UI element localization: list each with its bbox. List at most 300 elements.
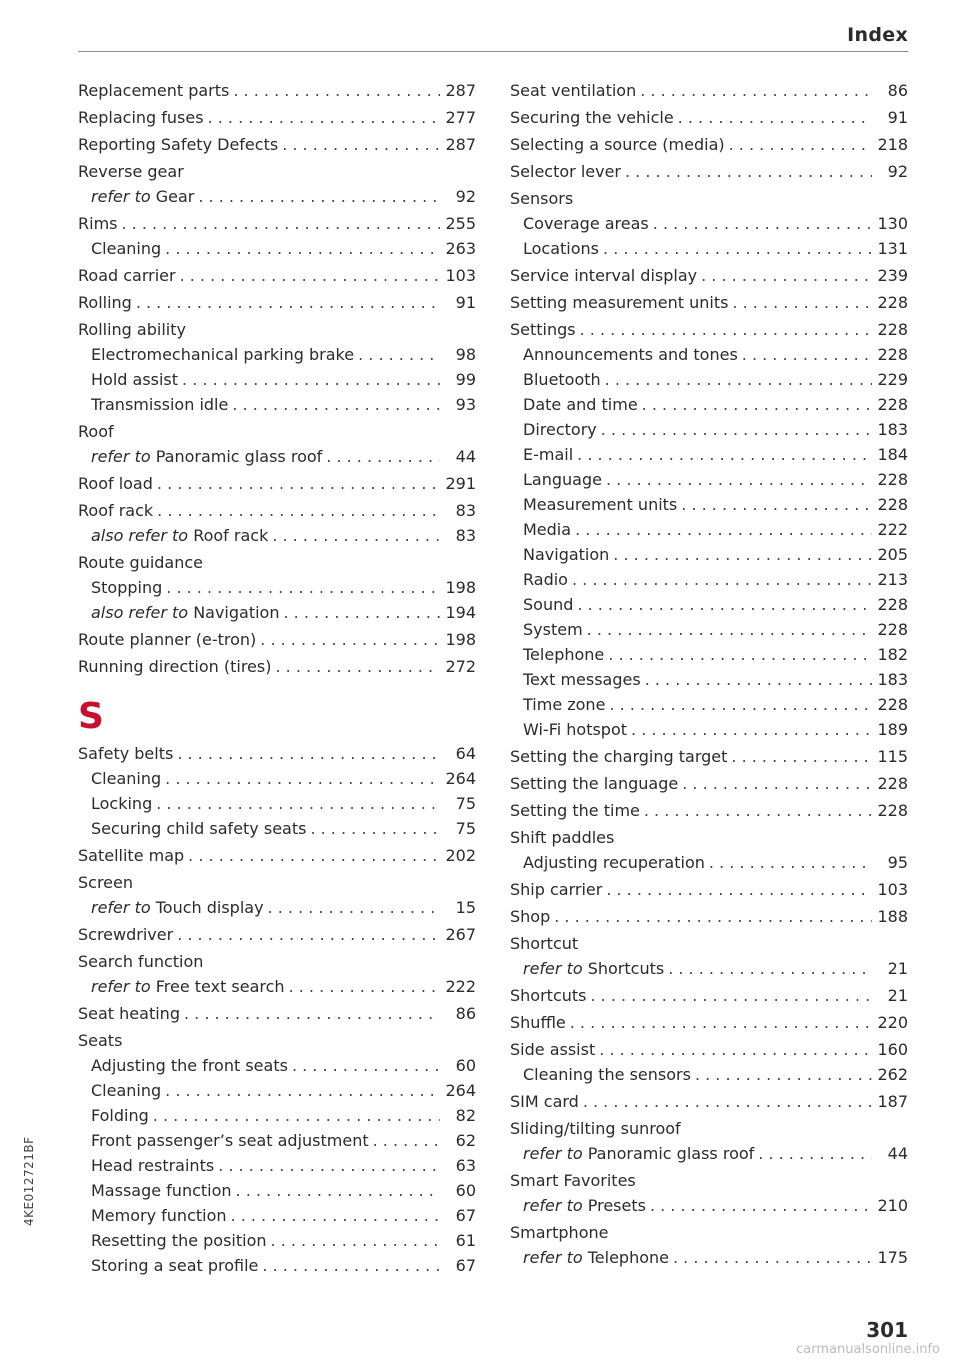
entry-page-number: 60 <box>455 1056 476 1075</box>
index-entry <box>510 1168 908 1193</box>
entry-text: Front passenger’s seat adjustment <box>91 1131 369 1150</box>
leader-dots <box>625 159 872 184</box>
entry-label <box>78 843 184 868</box>
entry-page-number: 228 <box>877 801 908 820</box>
index-subentry <box>510 717 908 742</box>
leader-dots <box>640 78 872 103</box>
index-subentry <box>510 467 908 492</box>
index-subentry <box>78 766 476 791</box>
entry-label <box>510 78 636 103</box>
entry-text: Rolling <box>78 293 132 312</box>
leader-dots <box>709 850 872 875</box>
index-entry <box>510 290 908 315</box>
leader-dots <box>236 1178 440 1203</box>
entry-text: Roof <box>78 422 114 441</box>
entry-label <box>91 1103 149 1128</box>
index-subentry <box>510 567 908 592</box>
entry-text: Wi-Fi hotspot <box>523 720 628 739</box>
entry-page-number: 272 <box>445 657 476 676</box>
index-subentry <box>510 342 908 367</box>
entry-page-number: 93 <box>455 395 476 414</box>
index-entry <box>510 1220 908 1245</box>
entry-label <box>510 825 614 850</box>
index-subentry <box>78 1103 476 1128</box>
entry-page-number: 115 <box>877 747 908 766</box>
leader-dots <box>231 1203 440 1228</box>
index-entry <box>78 211 476 236</box>
entry-text: Replacing fuses <box>78 108 204 127</box>
entry-page-number: 91 <box>455 293 476 312</box>
index-entry <box>78 290 476 315</box>
entry-page-number: 103 <box>877 880 908 899</box>
index-entry <box>78 78 476 103</box>
index-entry <box>510 1037 908 1062</box>
index-subentry <box>510 392 908 417</box>
header-divider <box>78 51 908 52</box>
entry-page-number: 175 <box>877 1248 908 1267</box>
leader-dots <box>218 1153 440 1178</box>
entry-reference-prefix: refer to <box>523 1248 583 1267</box>
entry-text: Selector lever <box>510 162 621 181</box>
index-subentry <box>510 492 908 517</box>
index-subentry <box>78 236 476 261</box>
entry-text: Running direction (tires) <box>78 657 272 676</box>
entry-text: Seat ventilation <box>510 81 637 100</box>
entry-page-number: 188 <box>877 907 908 926</box>
entry-reference-prefix: refer to <box>91 898 151 917</box>
entry-label <box>523 1141 754 1166</box>
leader-dots <box>608 642 872 667</box>
entry-page-number: 264 <box>445 769 476 788</box>
index-subentry <box>510 1193 908 1218</box>
leader-dots <box>271 1228 440 1253</box>
entry-page-number: 220 <box>877 1013 908 1032</box>
entry-page-number: 98 <box>455 345 476 364</box>
entry-reference-prefix: also refer to <box>91 603 189 622</box>
index-entry <box>510 105 908 130</box>
entry-label <box>523 342 738 367</box>
index-entry <box>78 1001 476 1026</box>
leader-dots <box>606 467 872 492</box>
entry-text: Smart Favorites <box>510 1171 636 1190</box>
entry-text: Bluetooth <box>523 370 601 389</box>
entry-text: Screen <box>78 873 134 892</box>
entry-text: Gear <box>155 187 195 206</box>
entry-page-number: 189 <box>877 720 908 739</box>
entry-page-number: 83 <box>455 501 476 520</box>
entry-label <box>91 1228 267 1253</box>
entry-text: Reverse gear <box>78 162 184 181</box>
entry-label <box>523 492 677 517</box>
index-entry <box>78 263 476 288</box>
entry-text: Measurement units <box>523 495 678 514</box>
entry-text: Rims <box>78 214 118 233</box>
entry-label <box>523 417 597 442</box>
entry-reference-prefix: refer to <box>91 187 151 206</box>
index-entry <box>510 1010 908 1035</box>
entry-text: Shuffle <box>510 1013 566 1032</box>
entry-text: Securing the vehicle <box>510 108 674 127</box>
entry-page-number: 267 <box>445 925 476 944</box>
leader-dots <box>570 1010 872 1035</box>
entry-label <box>78 1028 122 1053</box>
entry-page-number: 91 <box>887 108 908 127</box>
entry-page-number: 67 <box>455 1206 476 1225</box>
entry-page-number: 263 <box>445 239 476 258</box>
entry-page-number: 86 <box>887 81 908 100</box>
leader-dots <box>673 1245 872 1270</box>
leader-dots <box>642 392 872 417</box>
entry-text: Telephone <box>523 645 605 664</box>
entry-page-number: 182 <box>877 645 908 664</box>
index-subentry <box>510 1245 908 1270</box>
entry-text: Adjusting the front seats <box>91 1056 288 1075</box>
entry-text: Road carrier <box>78 266 176 285</box>
entry-label <box>510 1089 579 1114</box>
leader-dots <box>177 741 440 766</box>
entry-text: Setting the language <box>510 774 679 793</box>
entry-page-number: 228 <box>877 595 908 614</box>
entry-reference-prefix: also refer to <box>91 526 189 545</box>
entry-page-number: 183 <box>877 420 908 439</box>
entry-label <box>91 444 322 469</box>
entry-label <box>78 627 256 652</box>
entry-label <box>523 717 627 742</box>
entry-text: Navigation <box>523 545 610 564</box>
entry-reference-prefix: refer to <box>91 447 151 466</box>
index-entry <box>78 843 476 868</box>
entry-page-number: 92 <box>887 162 908 181</box>
index-subentry <box>510 542 908 567</box>
index-entry <box>510 132 908 157</box>
entry-page-number: 92 <box>455 187 476 206</box>
entry-label <box>523 211 649 236</box>
entry-page-number: 75 <box>455 794 476 813</box>
index-subentry <box>510 592 908 617</box>
entry-label <box>91 367 178 392</box>
entry-text: Language <box>523 470 602 489</box>
entry-text: Screwdriver <box>78 925 174 944</box>
entry-text: Shortcut <box>510 934 579 953</box>
entry-text: Hold assist <box>91 370 179 389</box>
leader-dots <box>157 471 440 496</box>
index-subentry <box>78 1178 476 1203</box>
index-subentry <box>510 211 908 236</box>
entry-text: Cleaning <box>91 1081 162 1100</box>
entry-label <box>91 974 285 999</box>
entry-label <box>523 642 604 667</box>
entry-label <box>510 186 573 211</box>
entry-label <box>510 105 674 130</box>
index-entry <box>510 798 908 823</box>
document-code: 4KE012721BF <box>22 1136 36 1226</box>
entry-label <box>510 1220 608 1245</box>
entry-page-number: 60 <box>455 1181 476 1200</box>
index-subentry <box>78 392 476 417</box>
index-entry <box>78 105 476 130</box>
entry-text: Cleaning <box>91 239 162 258</box>
entry-page-number: 229 <box>877 370 908 389</box>
leader-dots <box>609 692 872 717</box>
leader-dots <box>644 798 872 823</box>
entry-label <box>78 471 153 496</box>
entry-reference-prefix: refer to <box>523 1144 583 1163</box>
entry-text: Seats <box>78 1031 123 1050</box>
entry-label <box>523 692 605 717</box>
index-subentry <box>510 517 908 542</box>
index-subentry <box>510 617 908 642</box>
entry-label <box>91 392 228 417</box>
entry-page-number: 287 <box>445 81 476 100</box>
entry-page-number: 213 <box>877 570 908 589</box>
entry-reference-prefix: refer to <box>523 959 583 978</box>
entry-label <box>523 442 573 467</box>
leader-dots <box>601 417 872 442</box>
entry-label <box>523 542 609 567</box>
entry-page-number: 44 <box>887 1144 908 1163</box>
index-subentry <box>510 442 908 467</box>
entry-text: Free text search <box>155 977 285 996</box>
entry-page-number: 64 <box>455 744 476 763</box>
leader-dots <box>729 132 872 157</box>
index-subentry <box>510 236 908 261</box>
entry-label <box>510 931 578 956</box>
index-subentry <box>78 184 476 209</box>
index-entry <box>78 627 476 652</box>
entry-label <box>91 600 279 625</box>
entry-text: Locations <box>523 239 600 258</box>
leader-dots <box>310 816 440 841</box>
entry-page-number: 130 <box>877 214 908 233</box>
index-subentry <box>78 342 476 367</box>
section-letter: S <box>78 696 104 737</box>
leader-dots <box>358 342 440 367</box>
leader-dots <box>606 877 872 902</box>
entry-label <box>523 592 573 617</box>
entry-page-number: 202 <box>445 846 476 865</box>
entry-label <box>78 870 133 895</box>
leader-dots <box>572 567 872 592</box>
leader-dots <box>262 1253 440 1278</box>
leader-dots <box>153 1103 440 1128</box>
entry-text: Rolling ability <box>78 320 186 339</box>
entry-reference-prefix: refer to <box>523 1196 583 1215</box>
entry-text: Shift paddles <box>510 828 615 847</box>
entry-label <box>91 342 354 367</box>
leader-dots <box>695 1062 872 1087</box>
entry-page-number: 83 <box>455 526 476 545</box>
leader-dots <box>289 974 440 999</box>
entry-text: Sound <box>523 595 574 614</box>
entry-text: Shortcuts <box>510 986 587 1005</box>
leader-dots <box>678 105 872 130</box>
index-subentry <box>510 956 908 981</box>
entry-page-number: 205 <box>877 545 908 564</box>
entry-text: Side assist <box>510 1040 596 1059</box>
leader-dots <box>182 367 440 392</box>
index-subentry <box>510 667 908 692</box>
leader-dots <box>645 667 872 692</box>
leader-dots <box>272 523 440 548</box>
entry-page-number: 21 <box>887 986 908 1005</box>
leader-dots <box>590 983 872 1008</box>
index-entry <box>78 654 476 679</box>
entry-text: Adjusting recuperation <box>523 853 705 872</box>
entry-page-number: 160 <box>877 1040 908 1059</box>
entry-text: Securing child safety seats <box>91 819 307 838</box>
index-subentry <box>78 895 476 920</box>
entry-label <box>78 132 278 157</box>
leader-dots <box>742 342 872 367</box>
index-entry <box>510 186 908 211</box>
index-entry <box>510 744 908 769</box>
entry-label <box>91 1128 369 1153</box>
entry-text: Locking <box>91 794 153 813</box>
entry-page-number: 228 <box>877 293 908 312</box>
entry-page-number: 228 <box>877 620 908 639</box>
entry-page-number: 184 <box>877 445 908 464</box>
leader-dots <box>577 442 872 467</box>
entry-label <box>523 956 664 981</box>
leader-dots <box>184 1001 440 1026</box>
entry-label <box>523 367 601 392</box>
leader-dots <box>681 492 872 517</box>
entry-text: Roof rack <box>193 526 269 545</box>
entry-label <box>510 771 678 796</box>
entry-page-number: 228 <box>877 320 908 339</box>
leader-dots <box>554 904 872 929</box>
leader-dots <box>583 1089 872 1114</box>
entry-text: Shop <box>510 907 551 926</box>
entry-label <box>510 744 727 769</box>
entry-text: Setting the time <box>510 801 640 820</box>
entry-label <box>78 654 271 679</box>
entry-page-number: 228 <box>877 774 908 793</box>
leader-dots <box>580 317 872 342</box>
entry-page-number: 62 <box>455 1131 476 1150</box>
index-subentry <box>78 367 476 392</box>
entry-label <box>523 392 638 417</box>
index-subentry <box>78 1128 476 1153</box>
entry-text: Text messages <box>523 670 641 689</box>
index-entry <box>78 471 476 496</box>
leader-dots <box>603 236 872 261</box>
index-subentry <box>78 1053 476 1078</box>
entry-page-number: 95 <box>887 853 908 872</box>
entry-text: Selecting a source (media) <box>510 135 725 154</box>
leader-dots <box>156 791 440 816</box>
entry-page-number: 264 <box>445 1081 476 1100</box>
entry-text: Transmission idle <box>91 395 229 414</box>
index-entry <box>510 317 908 342</box>
entry-page-number: 75 <box>455 819 476 838</box>
leader-dots <box>575 517 872 542</box>
entry-page-number: 277 <box>445 108 476 127</box>
watermark: carmanualsonline.info <box>796 1342 940 1357</box>
index-entry <box>78 498 476 523</box>
entry-text: Satellite map <box>78 846 185 865</box>
leader-dots <box>599 1037 872 1062</box>
entry-label <box>78 290 132 315</box>
leader-dots <box>653 211 872 236</box>
entry-text: Roof load <box>78 474 153 493</box>
entry-text: Date and time <box>523 395 638 414</box>
entry-page-number: 86 <box>455 1004 476 1023</box>
leader-dots <box>188 843 440 868</box>
entry-label <box>510 1037 595 1062</box>
entry-text: Service interval display <box>510 266 698 285</box>
entry-text: Safety belts <box>78 744 174 763</box>
leader-dots <box>233 78 440 103</box>
entry-text: Setting measurement units <box>510 293 729 312</box>
entry-page-number: 194 <box>445 603 476 622</box>
entry-label <box>91 766 161 791</box>
entry-label <box>91 184 194 209</box>
entry-label <box>510 1010 566 1035</box>
entry-reference-prefix: refer to <box>91 977 151 996</box>
entry-page-number: 287 <box>445 135 476 154</box>
index-subentry <box>78 1228 476 1253</box>
index-subentry <box>78 974 476 999</box>
index-subentry <box>78 444 476 469</box>
leader-dots <box>326 444 440 469</box>
entry-label <box>78 949 203 974</box>
index-entry <box>510 159 908 184</box>
entry-label <box>523 667 641 692</box>
entry-page-number: 255 <box>445 214 476 233</box>
leader-dots <box>605 367 872 392</box>
index-subentry <box>78 1153 476 1178</box>
leader-dots <box>232 392 440 417</box>
leader-dots <box>587 617 872 642</box>
leader-dots <box>121 211 440 236</box>
entry-page-number: 222 <box>877 520 908 539</box>
entry-label <box>510 317 576 342</box>
page-number: 301 <box>866 1318 908 1342</box>
index-entry <box>510 904 908 929</box>
entry-page-number: 198 <box>445 578 476 597</box>
entry-text: SIM card <box>510 1092 579 1111</box>
entry-text: Search function <box>78 952 204 971</box>
entry-label <box>78 419 114 444</box>
index-column-right <box>510 76 908 1270</box>
entry-text: Shortcuts <box>587 959 665 978</box>
index-entry <box>78 132 476 157</box>
index-subentry <box>78 791 476 816</box>
index-subentry <box>510 1062 908 1087</box>
entry-page-number: 239 <box>877 266 908 285</box>
entry-text: Sliding/tilting sunroof <box>510 1119 681 1138</box>
entry-label <box>91 895 264 920</box>
leader-dots <box>166 575 440 600</box>
entry-text: Route planner (e-tron) <box>78 630 257 649</box>
entry-label <box>91 791 152 816</box>
entry-label <box>91 236 161 261</box>
entry-label <box>91 816 306 841</box>
entry-text: Route guidance <box>78 553 204 572</box>
index-subentry <box>78 575 476 600</box>
leader-dots <box>275 654 440 679</box>
entry-page-number: 198 <box>445 630 476 649</box>
entry-page-number: 67 <box>455 1256 476 1275</box>
leader-dots <box>260 627 440 652</box>
entry-text: Announcements and tones <box>523 345 738 364</box>
entry-page-number: 44 <box>455 447 476 466</box>
entry-text: Folding <box>91 1106 149 1125</box>
entry-text: Navigation <box>193 603 280 622</box>
entry-label <box>523 1062 691 1087</box>
entry-label <box>523 850 705 875</box>
